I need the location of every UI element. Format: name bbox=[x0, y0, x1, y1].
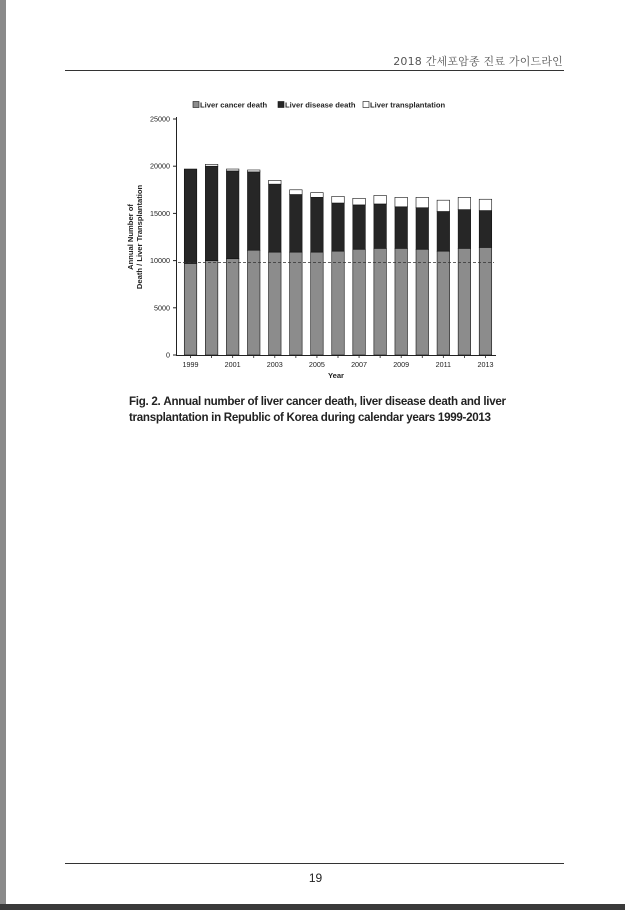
bar-cancer-2012 bbox=[458, 248, 471, 355]
bar-disease-2007 bbox=[353, 205, 366, 249]
x-tick-label: 2013 bbox=[477, 360, 494, 369]
bar-disease-2003 bbox=[269, 184, 282, 252]
x-tick-label: 2001 bbox=[224, 360, 241, 369]
bar-cancer-2006 bbox=[332, 251, 345, 355]
x-axis-title: Year bbox=[327, 371, 345, 380]
bar-transplant-2007 bbox=[353, 198, 366, 205]
bar-transplant-2012 bbox=[458, 197, 471, 209]
bar-transplant-2002 bbox=[247, 170, 260, 172]
bar-transplant-2009 bbox=[395, 197, 408, 206]
y-tick-label: 20000 bbox=[150, 161, 170, 171]
figure-label: Fig. 2. bbox=[129, 395, 161, 408]
x-tick-label: 2005 bbox=[308, 360, 325, 369]
chart-legend bbox=[193, 101, 445, 110]
bar-disease-1999 bbox=[184, 169, 197, 263]
bar-transplant-2013 bbox=[479, 199, 492, 210]
x-tick-label: 2007 bbox=[351, 360, 368, 369]
bar-disease-2001 bbox=[226, 171, 239, 259]
bar-disease-2009 bbox=[395, 207, 408, 249]
bar-transplant-2004 bbox=[290, 190, 303, 195]
bar-disease-2002 bbox=[247, 172, 260, 250]
x-tick-label: 1999 bbox=[182, 360, 199, 369]
legend-label: Liver transplantation bbox=[370, 100, 446, 110]
legend-swatch-cancer bbox=[193, 102, 199, 108]
chart-plot-area bbox=[126, 115, 496, 381]
page-number: 19 bbox=[308, 871, 323, 885]
bar-disease-2004 bbox=[290, 195, 303, 253]
y-tick-label: 15000 bbox=[150, 208, 170, 218]
bar-disease-2013 bbox=[479, 211, 492, 248]
bar-disease-2011 bbox=[437, 212, 450, 252]
bar-cancer-2004 bbox=[290, 252, 303, 355]
bar-transplant-2011 bbox=[437, 200, 450, 211]
bar-cancer-2003 bbox=[269, 252, 282, 355]
y-tick-label: 0 bbox=[166, 350, 170, 360]
x-tick-label: 2009 bbox=[393, 360, 410, 369]
figure-caption bbox=[129, 394, 529, 426]
y-tick-label: 25000 bbox=[150, 114, 170, 124]
bar-transplant-2008 bbox=[374, 195, 387, 203]
y-axis-title-line: Death / Liver Transplantation bbox=[135, 184, 144, 290]
y-axis-title-line: Annual Number of bbox=[126, 204, 135, 270]
bar-cancer-2001 bbox=[226, 259, 239, 355]
bar-disease-2006 bbox=[332, 203, 345, 251]
legend-swatch-transplant bbox=[363, 102, 369, 108]
bar-cancer-2009 bbox=[395, 248, 408, 355]
bar-cancer-2007 bbox=[353, 249, 366, 355]
bar-disease-2010 bbox=[416, 208, 429, 250]
running-header: 2018 간세포암종 진료 가이드라인 bbox=[393, 55, 563, 68]
viewer-bottom-edge bbox=[0, 904, 625, 910]
bar-cancer-2010 bbox=[416, 249, 429, 355]
x-tick-label: 2003 bbox=[266, 360, 283, 369]
bar-transplant-2010 bbox=[416, 197, 429, 207]
bar-cancer-2005 bbox=[311, 252, 324, 355]
bar-cancer-2013 bbox=[479, 247, 492, 355]
bar-transplant-2003 bbox=[269, 180, 282, 184]
bar-disease-2008 bbox=[374, 204, 387, 248]
y-axis-title bbox=[126, 185, 144, 290]
bar-cancer-2002 bbox=[247, 250, 260, 355]
x-tick-label: 2011 bbox=[435, 360, 452, 369]
bar-cancer-2000 bbox=[205, 261, 218, 355]
bar-disease-2005 bbox=[311, 197, 324, 252]
y-tick-label: 10000 bbox=[150, 256, 170, 266]
footer-rule bbox=[65, 863, 564, 864]
y-tick-label: 5000 bbox=[154, 303, 170, 313]
bar-transplant-2001 bbox=[226, 169, 239, 171]
legend-label: Liver disease death bbox=[285, 100, 356, 110]
bar-disease-2012 bbox=[458, 210, 471, 249]
figure-caption-text: Annual number of liver cancer death, liver disease death and liver transplantation in Republic of Korea during calendar years 1999-2013 bbox=[129, 395, 506, 424]
legend-swatch-disease bbox=[278, 102, 284, 108]
bar-transplant-2005 bbox=[311, 193, 324, 198]
bar-cancer-1999 bbox=[184, 263, 197, 355]
bar-transplant-2000 bbox=[205, 164, 218, 166]
document-page bbox=[6, 0, 625, 904]
bar-cancer-2011 bbox=[437, 251, 450, 355]
bar-cancer-2008 bbox=[374, 248, 387, 355]
legend-label: Liver cancer death bbox=[200, 100, 268, 110]
bar-transplant-2006 bbox=[332, 196, 345, 203]
bar-disease-2000 bbox=[205, 166, 218, 260]
figure-2-chart bbox=[6, 0, 625, 390]
